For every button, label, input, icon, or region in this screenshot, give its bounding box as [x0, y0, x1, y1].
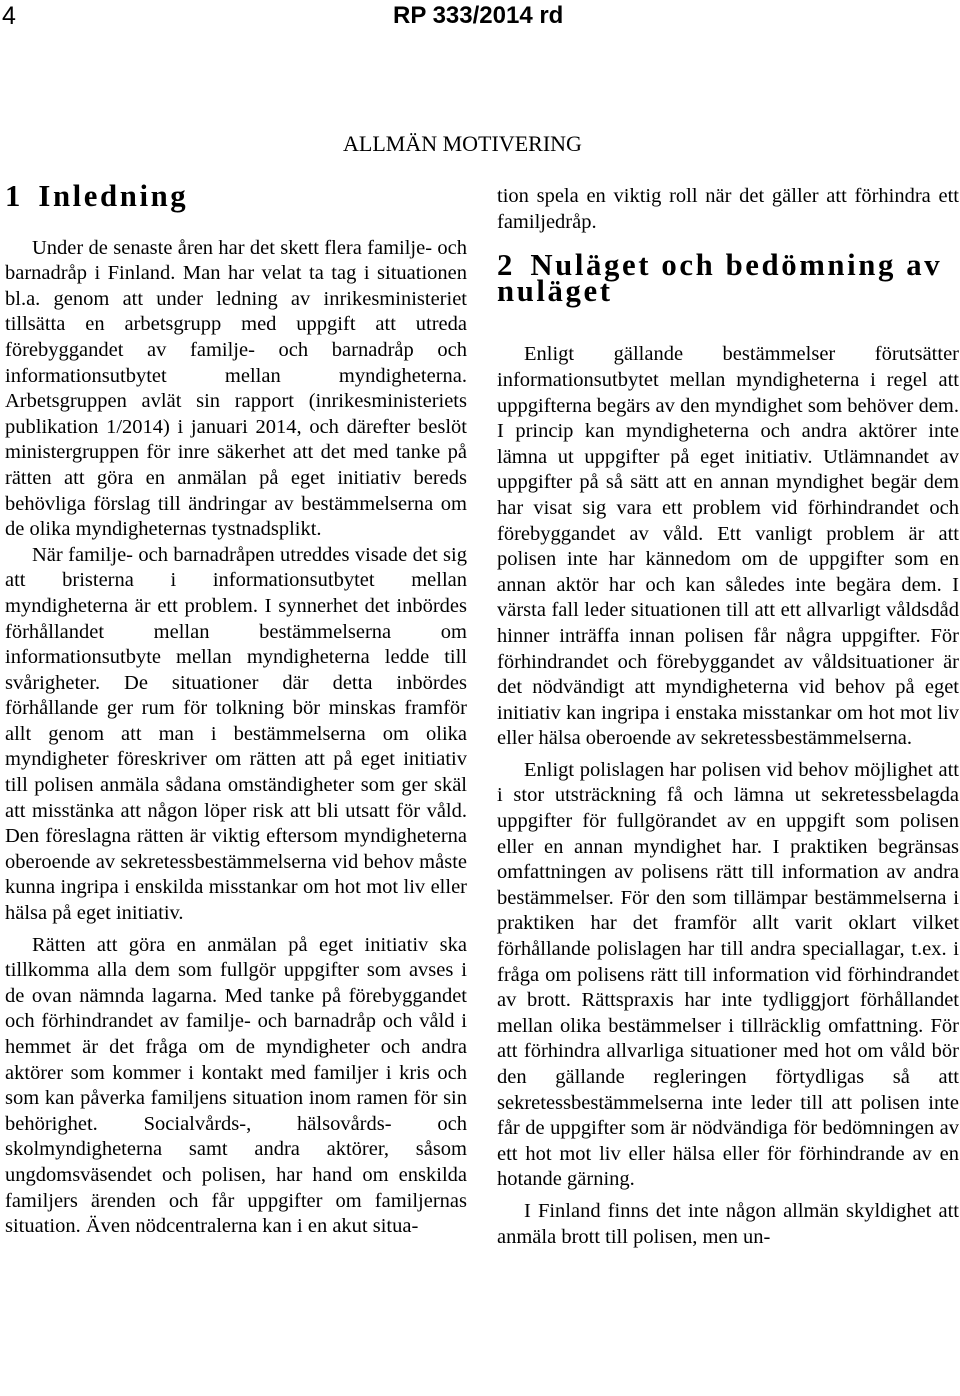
- page-number: 4: [2, 2, 16, 30]
- paragraph: Under de senaste åren har det skett flera familje- och barnadråp i Finland. Man har velat ta tag i situationen bl.a. genom att under ledning av inrikesministeriet tillsätta en arbetsgrupp med uppgift att utreda förebyggandet av familje- och barnadråp och informationsutbytet mellan myndigheterna. Arbetsgruppen avlät sin rapport (inrikesministeriets publikation 1/2014) i januari 2014, och därefter beslöt ministergruppen för inre säkerhet att det med tanke på rätten att göra en anmälan på eget initiativ bereds behövliga förslag till ändringar av bestämmelserna om de olika myndigheternas tystnadsplikt.: [5, 236, 467, 541]
- paragraph-continuation: tion spela en viktig roll när det gäller att förhindra ett familjedråp.: [497, 185, 959, 233]
- heading-number: 2: [497, 248, 513, 283]
- right-column: [497, 184, 959, 1250]
- section-heading-2: [497, 248, 959, 308]
- heading-text: Nuläget och bedömning av nuläget: [497, 248, 943, 308]
- heading-text: Inledning: [38, 179, 189, 213]
- heading-number: 1: [5, 179, 21, 213]
- document-id: RP 333/2014 rd: [393, 2, 564, 29]
- paragraph: Enligt polislagen har polisen vid behov möjlighet att i stor utsträckning få och lämna ut sekretessbelagda uppgifter för fullgörandet av en uppgift som polisen eller en annan myndighet har. I praktiken begränsas omfattningen av polisens rätt till information av andra bestämmelser. För den som tillämpar bestämmelserna i praktiken har det framför allt varit oklart vilket förhållande polislagen har till andra speciallagar, t.ex. i fråga om polisens rätt till information vid förhindrandet av brott. Rättspraxis har inte tydliggjort förhållandet mellan olika bestämmelser i tillräcklig omfattning. För att förhindra allvarliga situationer med hot om våld bör den gällande regleringen förtydligas så att sekretessbestämmelserna inte leder till att polisen inte får de uppgifter som är nödvändiga för bedömningen av ett hot mot liv eller hälsa eller för förhindrande av en hotande gärning.: [497, 758, 959, 1191]
- paragraph: Rätten att göra en anmälan på eget initiativ ska tillkomma alla dem som fullgör uppgifter som avses i de ovan nämnda lagarna. Med tanke på förebyggandet och förhindrandet av familje- och barnadråp och våld i hemmet är det fråga om de myndigheter och andra aktörer som kommer i kontakt med familjer i kris och som kan påverka familjens situation inom ramen för sin behörighet. Socialvårds-, hälsovårds- och skolmyndigheterna samt andra aktörer, såsom ungdomsväsendet och polisen, har hand om enskilda familjers ärenden och får uppgifter om familjernas situation. Även nödcentralerna kan i en akut situa-: [5, 933, 467, 1238]
- paragraph: I Finland finns det inte någon allmän skyldighet att anmäla brott till polisen, men un-: [497, 1199, 959, 1248]
- left-column: [5, 179, 467, 1240]
- section-heading-1: [5, 179, 467, 213]
- section-title: ALLMÄN MOTIVERING: [343, 131, 582, 156]
- paragraph: När familje- och barnadråpen utreddes visade det sig att bristerna i informationsutbytet mellan myndigheterna är ett problem. I synnerhet det inbördes förhållandet mellan bestämmelserna om informationsutbyte mellan myndigheterna ledde till svårigheter. De situationer där detta inbördes förhållande ger rum för tolkning bör minskas framför allt genom att man i bestämmelserna om olika myndigheter föreskriver om rätten att på eget initiativ till polisen anmäla sådana omständigheter som ger skäl att misstänka att någon löper risk att bli utsatt för våld. Den föreslagna rätten är viktig eftersom myndigheterna oberoende av sekretessbestämmelserna vid behov måste kunna ingripa i enskilda misstankar om hot mot liv eller hälsa på eget initiativ.: [5, 543, 467, 925]
- paragraph: Enligt gällande bestämmelser förutsätter informationsutbytet mellan myndigheterna i regel att uppgifterna begärs av den myndighet som behöver dem. I princip kan myndigheterna och andra aktörer inte lämna ut uppgifter på eget initiativ. Utlämnandet av uppgifter på så sätt att en annan myndighet begär dem har visat sig vara ett problem vid förhindrandet och förebyggandet av våld. Ett vanligt problem är att polisen inte har kännedom om de uppgifter som en annan aktör har och kan således inte begära dem. I värsta fall leder situationen till att ett allvarligt våldsdåd hinner inträffa innan polisen får några uppgifter. För förhindrandet och förebyggandet av våldsituationer är det nödvändigt att myndigheterna vid behov på eget initiativ kan ingripa i enstaka misstankar om hot mot liv eller hälsa oberoende av sekretessbestämmelserna.: [497, 343, 959, 750]
